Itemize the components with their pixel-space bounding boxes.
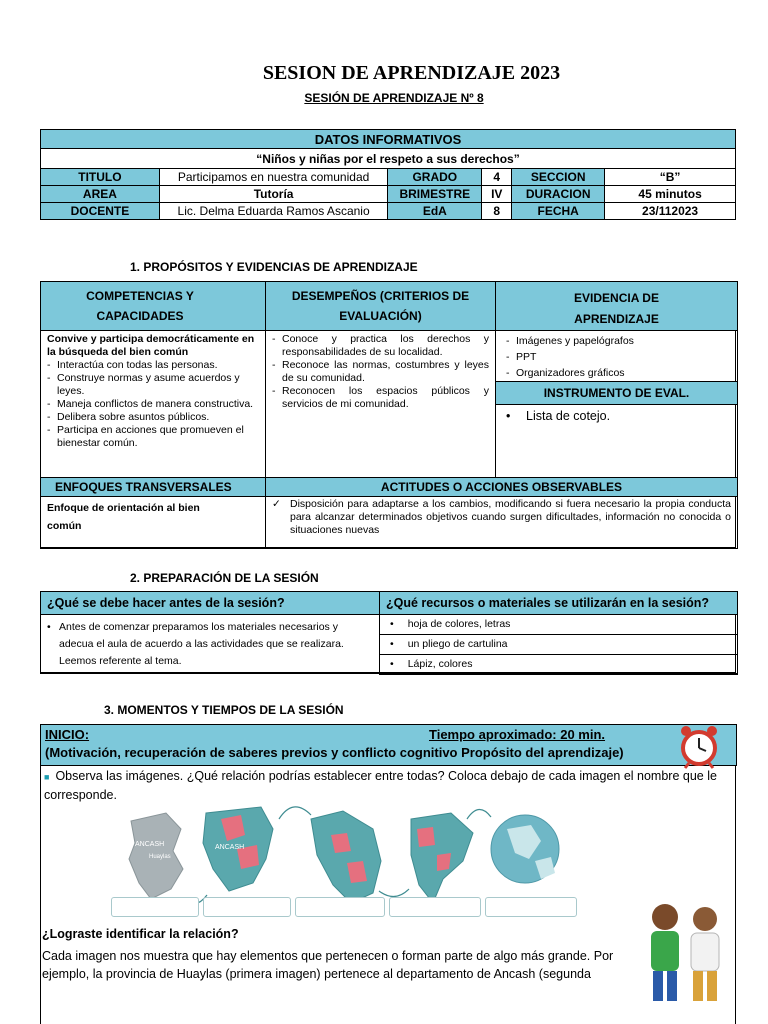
enfoque-cell (40, 496, 266, 549)
value-bimestre: IV (482, 186, 512, 203)
alarm-clock-icon (677, 723, 721, 769)
capacidades-list (47, 359, 259, 450)
actitudes-heading: ACTITUDES O ACCIONES OBSERVABLES (265, 477, 738, 497)
section-2-table (40, 591, 736, 673)
value-docente: Lic. Delma Eduarda Ramos Ascanio (159, 203, 388, 220)
datos-informativos-table (40, 129, 736, 220)
evidencia-cell (495, 330, 738, 382)
answer-box-5[interactable] (485, 897, 577, 917)
value-eda: 8 (482, 203, 512, 220)
label-eda: EdA (388, 203, 482, 220)
list-item: - Organizadores gráficos (506, 365, 727, 381)
inicio-label: INICIO: (45, 727, 90, 742)
value-titulo: Participamos en nuestra comunidad (159, 169, 388, 186)
antes-header: ¿Qué se debe hacer antes de la sesión? (40, 591, 380, 615)
recursos-cell (379, 614, 738, 674)
map-label-ancash-1: ANCASH (135, 841, 165, 848)
motivacion-text: (Motivación, recuperación de saberes previos y conflicto cognitivo Propósito del aprendizaje) (45, 745, 624, 760)
answer-box-4[interactable] (389, 897, 481, 917)
arrow-icon (379, 889, 409, 897)
antes-list (47, 619, 373, 670)
label-titulo: TITULO (41, 169, 160, 186)
list-item: - Reconoce las normas, costumbres y leyes de su comunidad. (272, 359, 489, 385)
value-fecha: 23/112023 (605, 203, 736, 220)
list-item: - Conoce y practica los derechos y responsabilidades de su localidad. (272, 333, 489, 359)
label-grado: GRADO (388, 169, 482, 186)
arrow-icon (467, 809, 491, 819)
instrumento-cell (495, 404, 738, 478)
list-item: - Interactúa con todas las personas. (47, 359, 259, 372)
label-fecha: FECHA (512, 203, 605, 220)
instruccion: ■ Observa las imágenes. ¿Qué relación podrías establecer entre todas? Coloca debajo de cada imagen el nombre que le corresponde. (44, 769, 717, 802)
list-item: - Construye normas y asume acuerdos y leyes. (47, 372, 259, 398)
answer-box-1[interactable] (111, 897, 199, 917)
competencias-cell (40, 330, 266, 478)
answer-box-3[interactable] (295, 897, 385, 917)
actitud-cell (265, 496, 738, 549)
section-3-heading: 3. MOMENTOS Y TIEMPOS DE LA SESIÓN (104, 703, 344, 717)
map-label-huaylas: Huaylas (149, 854, 171, 860)
arrow-icon (279, 807, 311, 819)
children-illustration (639, 897, 735, 1009)
session-theme: “Niños y niñas por el respeto a sus derechos” (41, 149, 736, 169)
desempenos-list (272, 333, 489, 411)
section-1-heading: 1. PROPÓSITOS Y EVIDENCIAS DE APRENDIZAJE (130, 260, 418, 274)
inicio-header (40, 724, 737, 766)
list-item: - Participa en acciones que promueven el bienestar común. (47, 424, 259, 450)
instrumento-list (506, 409, 727, 423)
list-item: • Lista de cotejo. (506, 409, 727, 423)
label-area: AREA (41, 186, 160, 203)
explicacion-text: Cada imagen nos muestra que hay elementos que pertenecen o forman parte de algo más grande. Por ejemplo, la provincia de Huaylas (primera imagen) pertenece al departamento de Ancash (segunda (42, 949, 614, 981)
label-duracion: DURACION (512, 186, 605, 203)
recurso-row: • hoja de colores, letras (379, 614, 738, 635)
col-desempenos-header: DESEMPEÑOS (CRITERIOS DE EVALUACIÓN) (265, 281, 496, 331)
list-item: ✓ Disposición para adaptarse a los cambios, modificando si fuera necesario la propia conducta para alcanzar determinados objetivos cuando surgen dificultades, información no conocida o situaciones nuevas (272, 498, 731, 537)
label-seccion: SECCION (512, 169, 605, 186)
value-grado: 4 (482, 169, 512, 186)
col-evidencia-header: EVIDENCIA DE APRENDIZAJE (495, 281, 738, 331)
recursos-header: ¿Qué recursos o materiales se utilizarán en la sesión? (379, 591, 738, 615)
list-item: - PPT (506, 349, 727, 365)
session-number: SESIÓN DE APRENDIZAJE Nº 8 (304, 91, 484, 105)
competencia-text: Convive y participa democráticamente en la búsqueda del bien común (47, 333, 255, 358)
instrumento-heading: INSTRUMENTO DE EVAL. (495, 381, 738, 405)
enfoques-heading: ENFOQUES TRANSVERSALES (40, 477, 266, 497)
antes-cell (40, 614, 380, 674)
recurso-row: • Lápiz, colores (379, 654, 738, 675)
label-docente: DOCENTE (41, 203, 160, 220)
list-item: - Imágenes y papelógrafos (506, 333, 727, 349)
list-item: - Reconocen los espacios públicos y servicios de mi comunidad. (272, 385, 489, 411)
value-seccion: “B” (605, 169, 736, 186)
label-bimestre: BRIMESTRE (388, 186, 482, 203)
list-item: - Maneja conflictos de manera constructiva. (47, 398, 259, 411)
value-duracion: 45 minutos (605, 186, 736, 203)
section-3-box (40, 724, 736, 1024)
pregunta-relacion: ¿Lograste identificar la relación? (42, 927, 239, 941)
desempenos-cell (265, 330, 496, 478)
answer-box-2[interactable] (203, 897, 291, 917)
list-item: - Delibera sobre asuntos públicos. (47, 411, 259, 424)
datos-heading: DATOS INFORMATIVOS (41, 130, 736, 149)
section-2-heading: 2. PREPARACIÓN DE LA SESIÓN (130, 571, 319, 585)
map-peru (311, 811, 381, 903)
value-area: Tutoría (159, 186, 388, 203)
page-title: SESION DE APRENDIZAJE 2023 (262, 62, 561, 84)
recurso-row: • un pliego de cartulina (379, 634, 738, 655)
list-item: • Antes de comenzar preparamos los materiales necesarios y adecua el aula de acuerdo a las actividades que se realizara. Leemos referente al tema. (47, 619, 373, 670)
map-label-ancash-2: ANCASH (215, 844, 245, 851)
evidencias-list (506, 333, 727, 381)
enfoque-text: Enfoque de orientación al bien común (47, 502, 200, 532)
actitud-list (272, 498, 731, 537)
section-1-table (40, 281, 736, 548)
tiempo-label: Tiempo aproximado: 20 min. (429, 727, 606, 742)
col-competencias-header: COMPETENCIAS Y CAPACIDADES (40, 281, 266, 331)
